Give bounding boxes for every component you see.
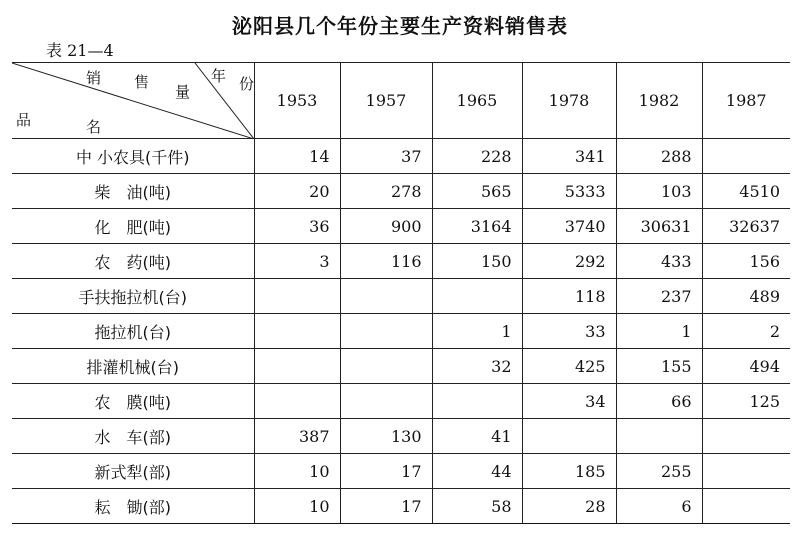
value-cell: 6 — [616, 489, 702, 524]
table-title: 泌阳县几个年份主要生产资料销售表 — [232, 14, 568, 38]
value-cell — [340, 384, 432, 419]
value-cell — [702, 139, 790, 174]
table-row — [12, 489, 790, 524]
corner-label-year-1: 年 — [211, 67, 227, 85]
value-cell: 130 — [340, 419, 432, 454]
value-cell: 5333 — [522, 174, 616, 209]
table-row — [12, 244, 790, 279]
value-cell: 20 — [254, 174, 340, 209]
value-cell: 292 — [522, 244, 616, 279]
item-name-cell: 排灌机械(台) — [12, 349, 254, 384]
year-header: 1965 — [432, 63, 522, 139]
corner-label-sales-2: 售 — [134, 73, 150, 91]
item-name-cell: 柴 油(吨) — [12, 174, 254, 209]
value-cell: 41 — [432, 419, 522, 454]
value-cell: 37 — [340, 139, 432, 174]
value-cell: 36 — [254, 209, 340, 244]
corner-label-sales-1: 销 — [86, 69, 102, 87]
table-row — [12, 419, 790, 454]
value-cell — [254, 349, 340, 384]
year-header: 1982 — [616, 63, 702, 139]
item-name-cell: 耘 锄(部) — [12, 489, 254, 524]
value-cell: 3164 — [432, 209, 522, 244]
value-cell: 2 — [702, 314, 790, 349]
item-name-cell: 新式犁(部) — [12, 454, 254, 489]
value-cell — [522, 419, 616, 454]
year-header: 1953 — [254, 63, 340, 139]
value-cell — [702, 489, 790, 524]
value-cell — [254, 314, 340, 349]
value-cell: 1 — [616, 314, 702, 349]
value-cell: 278 — [340, 174, 432, 209]
table-row — [12, 279, 790, 314]
year-header: 1987 — [702, 63, 790, 139]
value-cell: 44 — [432, 454, 522, 489]
item-name-cell: 手扶拖拉机(台) — [12, 279, 254, 314]
value-cell — [616, 419, 702, 454]
value-cell: 900 — [340, 209, 432, 244]
value-cell: 14 — [254, 139, 340, 174]
value-cell: 32 — [432, 349, 522, 384]
value-cell — [340, 349, 432, 384]
value-cell — [702, 419, 790, 454]
table-row — [12, 314, 790, 349]
item-name-cell: 农 膜(吨) — [12, 384, 254, 419]
value-cell — [254, 279, 340, 314]
item-name-cell: 拖拉机(台) — [12, 314, 254, 349]
corner-cell — [12, 63, 254, 139]
value-cell: 489 — [702, 279, 790, 314]
table-row — [12, 384, 790, 419]
value-cell: 433 — [616, 244, 702, 279]
corner-label-item-1: 品 — [16, 111, 32, 129]
value-cell: 28 — [522, 489, 616, 524]
item-name-cell: 农 药(吨) — [12, 244, 254, 279]
value-cell: 116 — [340, 244, 432, 279]
value-cell: 3740 — [522, 209, 616, 244]
value-cell: 33 — [522, 314, 616, 349]
value-cell: 150 — [432, 244, 522, 279]
item-name-cell: 化 肥(吨) — [12, 209, 254, 244]
table-row — [12, 454, 790, 489]
value-cell: 17 — [340, 454, 432, 489]
header-row — [12, 63, 790, 139]
value-cell: 32637 — [702, 209, 790, 244]
value-cell: 255 — [616, 454, 702, 489]
year-header: 1957 — [340, 63, 432, 139]
value-cell — [702, 454, 790, 489]
value-cell: 3 — [254, 244, 340, 279]
value-cell — [254, 384, 340, 419]
table-row — [12, 209, 790, 244]
value-cell — [432, 279, 522, 314]
value-cell: 58 — [432, 489, 522, 524]
value-cell: 185 — [522, 454, 616, 489]
value-cell: 565 — [432, 174, 522, 209]
item-name-cell: 中 小农具(千件) — [12, 139, 254, 174]
value-cell: 156 — [702, 244, 790, 279]
value-cell: 494 — [702, 349, 790, 384]
value-cell: 30631 — [616, 209, 702, 244]
table-row — [12, 139, 790, 174]
value-cell: 228 — [432, 139, 522, 174]
value-cell: 10 — [254, 489, 340, 524]
value-cell: 118 — [522, 279, 616, 314]
value-cell: 387 — [254, 419, 340, 454]
table-number: 表 21—4 — [46, 41, 114, 60]
corner-label-item-2: 名 — [86, 118, 102, 136]
corner-label-year-2: 份 — [239, 75, 255, 93]
value-cell: 66 — [616, 384, 702, 419]
item-name-cell: 水 车(部) — [12, 419, 254, 454]
value-cell: 1 — [432, 314, 522, 349]
table-row — [12, 174, 790, 209]
value-cell: 103 — [616, 174, 702, 209]
value-cell: 4510 — [702, 174, 790, 209]
year-header: 1978 — [522, 63, 616, 139]
sales-table — [12, 62, 790, 524]
table-row — [12, 349, 790, 384]
value-cell: 341 — [522, 139, 616, 174]
value-cell: 237 — [616, 279, 702, 314]
value-cell: 155 — [616, 349, 702, 384]
corner-label-sales-3: 量 — [175, 83, 191, 101]
value-cell — [340, 279, 432, 314]
value-cell: 425 — [522, 349, 616, 384]
value-cell: 288 — [616, 139, 702, 174]
value-cell: 17 — [340, 489, 432, 524]
value-cell — [432, 384, 522, 419]
value-cell: 10 — [254, 454, 340, 489]
value-cell: 125 — [702, 384, 790, 419]
value-cell: 34 — [522, 384, 616, 419]
value-cell — [340, 314, 432, 349]
